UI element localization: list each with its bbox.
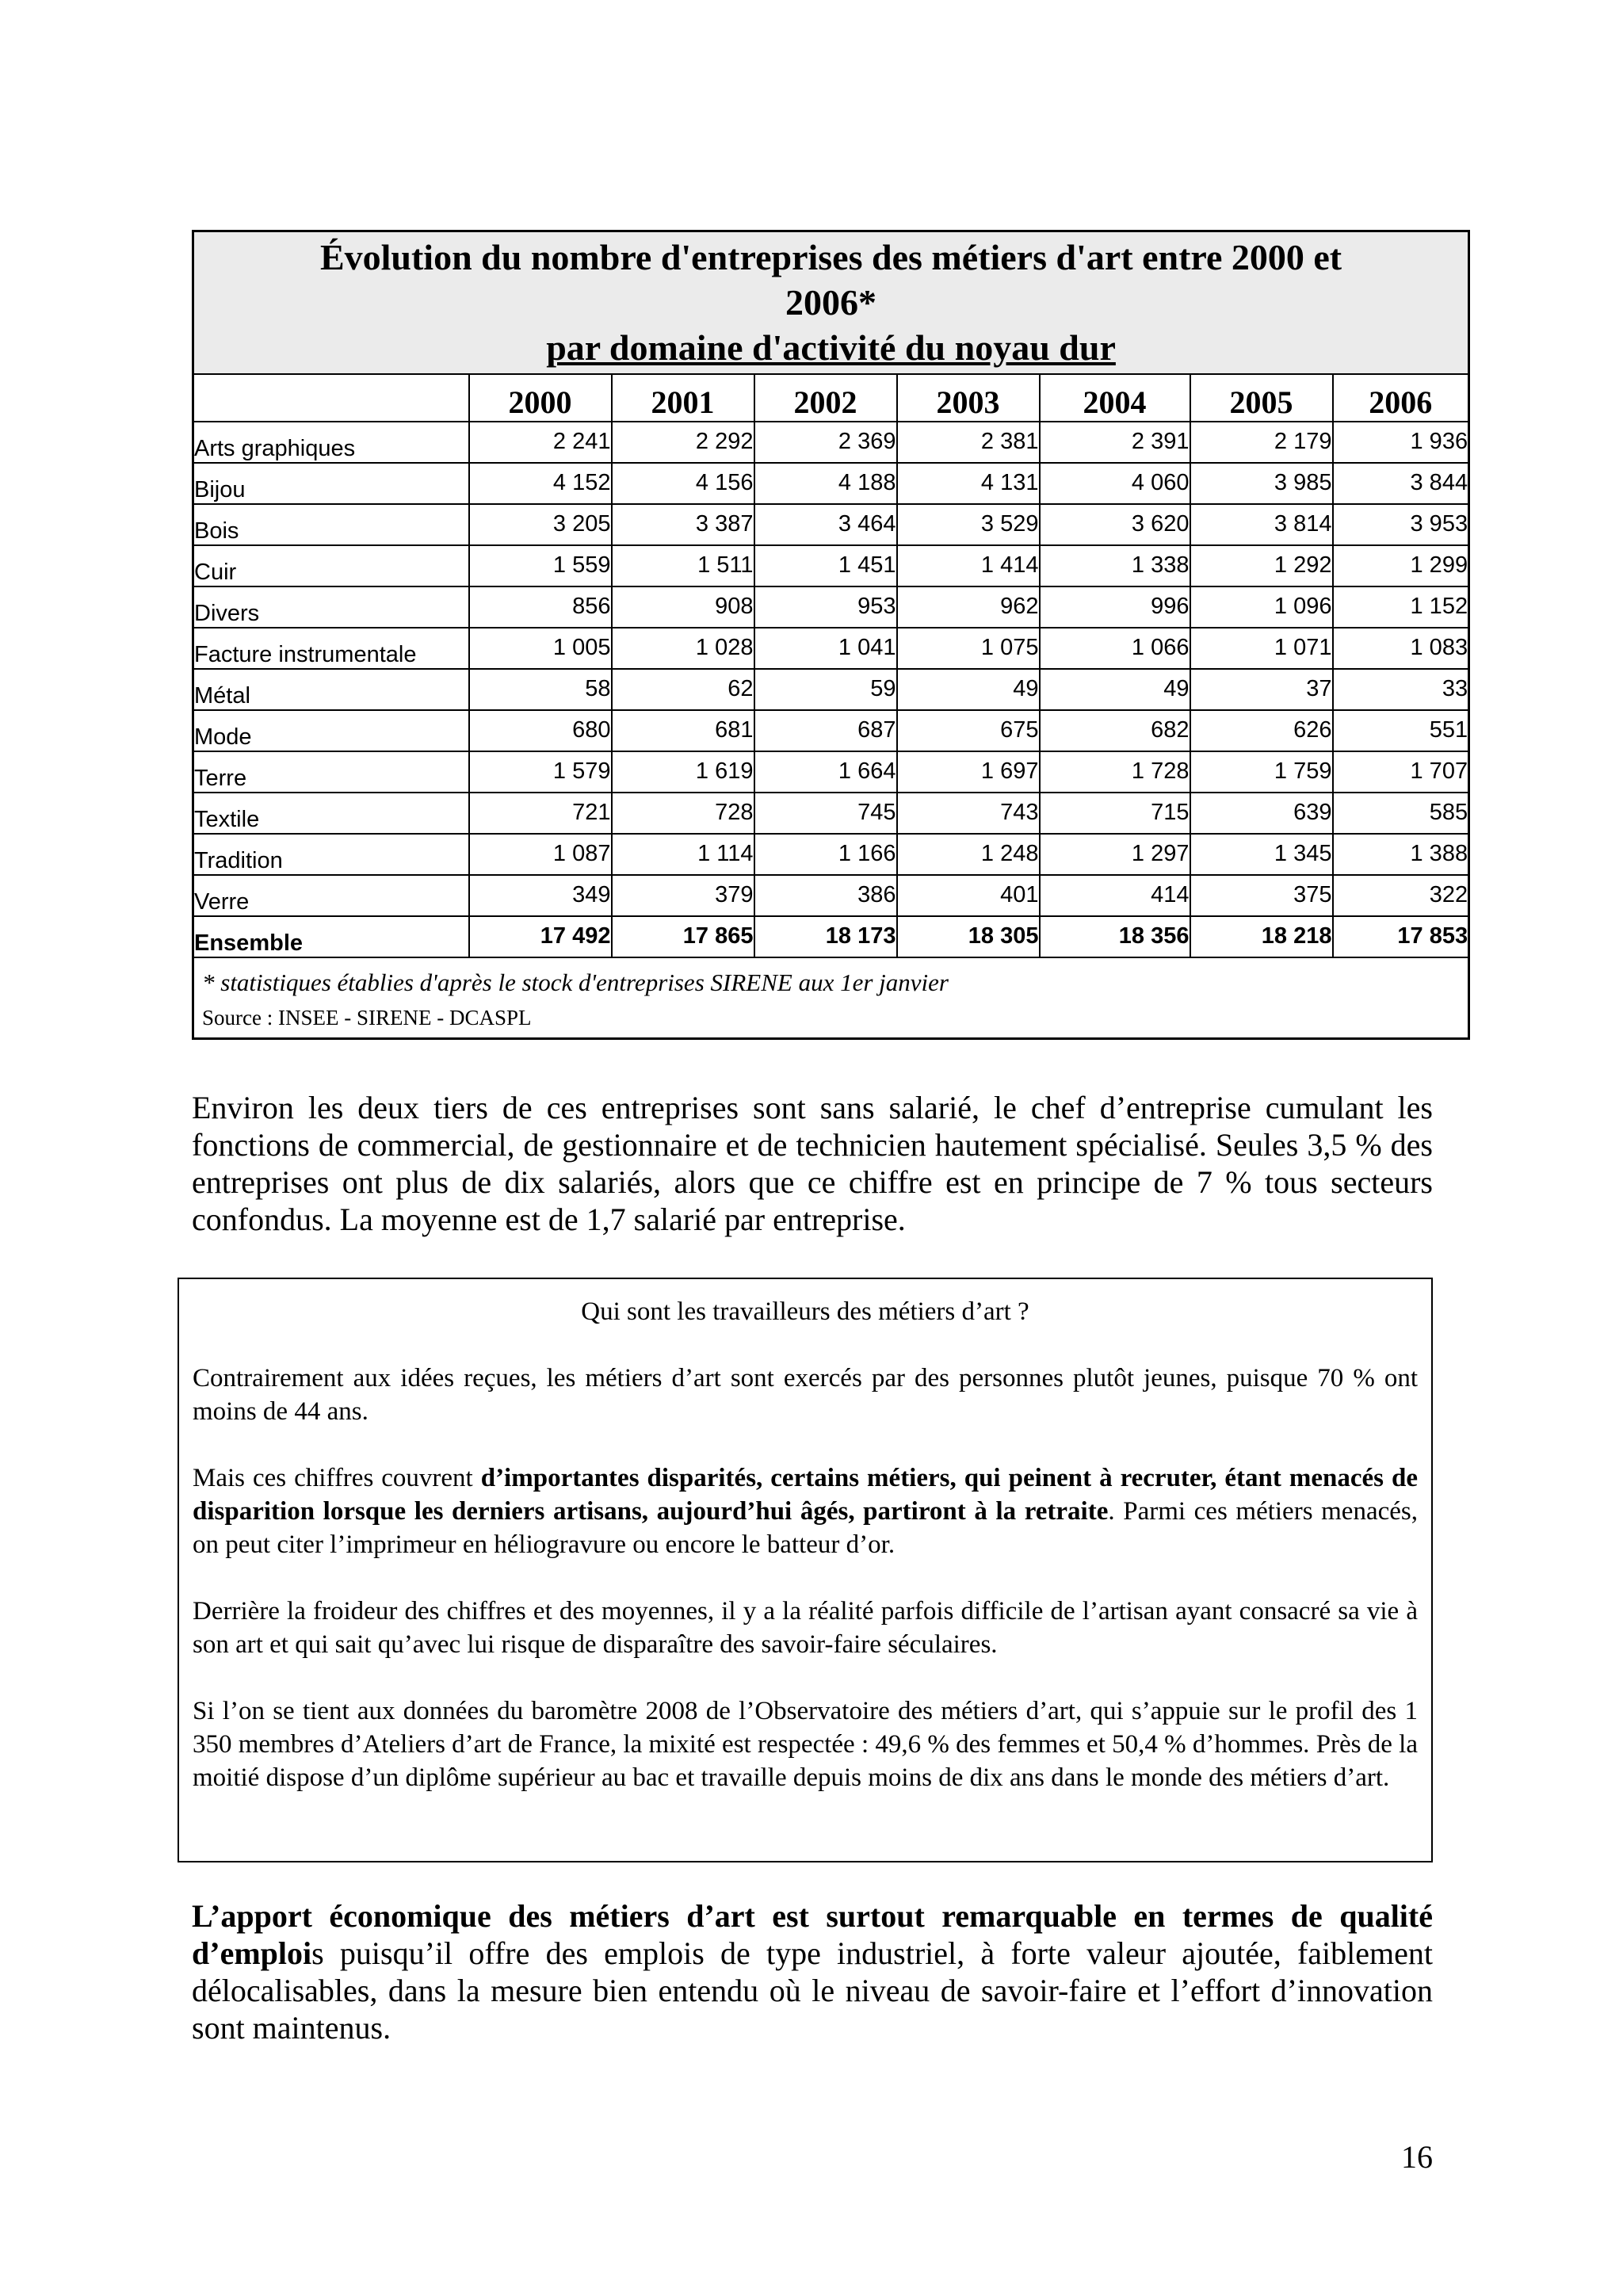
table-cell: 1 579 — [469, 751, 612, 793]
table-cell: 3 464 — [754, 504, 897, 545]
table-cell: 414 — [1040, 875, 1190, 916]
table-cell: 18 218 — [1190, 916, 1333, 957]
info-box-paragraph-barometer: Si l’on se tient aux données du baromètre 2008 de l’Observatoire des métiers d’art, qui s’appuie sur le profil des 1 350 membres d’Ateliers d’art de France, la mixité est respectée : 49,6 % des femmes et 50,4 % d’hommes. Près de la moitié dispose d’un diplôme supérieur au bac et travaille depuis moins de dix ans dans le monde des métiers d’art. — [193, 1697, 1418, 1792]
paragraph-economic-contribution — [192, 1897, 1433, 2046]
table-footnote: * statistiques établies d'après le stock d'entreprises SIRENE aux 1er janvier — [202, 968, 949, 996]
table-cell: 1 728 — [1040, 751, 1190, 793]
table-cell: 2 241 — [469, 422, 612, 463]
table-row — [193, 710, 1469, 751]
row-label: Métal — [193, 669, 469, 710]
table-cell: 1 759 — [1190, 751, 1333, 793]
table-total-row — [193, 916, 1469, 957]
table-cell: 1 005 — [469, 628, 612, 669]
table-cell: 1 297 — [1040, 834, 1190, 875]
table-cell: 1 028 — [612, 628, 754, 669]
economic-bold-text: L’apport économique des métiers d’art est surtout remarquable en termes de qualité d’emploi — [192, 1898, 1433, 1971]
table-row — [193, 422, 1469, 463]
table-cell: 2 381 — [897, 422, 1040, 463]
disparities-bold-text: d’importantes disparités, certains métiers, qui peinent à recruter, étant menacés de disparition lorsque les derniers artisans, aujourd’hui âgés, partiront à la retraite — [193, 1464, 1418, 1526]
table-cell: 322 — [1333, 875, 1469, 916]
table-cell: 4 152 — [469, 463, 612, 504]
disparities-intro: Mais ces chiffres couvrent — [193, 1464, 481, 1492]
info-box-paragraph-reality: Derrière la froideur des chiffres et des moyennes, il y a la réalité parfois difficile de l’artisan ayant consacré sa vie à son art et qui sait qu’avec lui risque de disparaître des savoir-faire séculaires. — [193, 1597, 1418, 1659]
table-cell: 3 620 — [1040, 504, 1190, 545]
table-cell: 1 619 — [612, 751, 754, 793]
row-label: Arts graphiques — [193, 422, 469, 463]
table-cell: 1 075 — [897, 628, 1040, 669]
statistics-table — [192, 230, 1470, 1040]
table-source: Source : INSEE - SIRENE - DCASPL — [202, 1005, 532, 1030]
table-row — [193, 751, 1469, 793]
table-cell: 3 387 — [612, 504, 754, 545]
table-cell: 17 865 — [612, 916, 754, 957]
year-header: 2001 — [612, 374, 754, 422]
row-label: Cuir — [193, 545, 469, 586]
info-box-workers — [178, 1278, 1433, 1862]
table-cell: 375 — [1190, 875, 1333, 916]
table-cell: 681 — [612, 710, 754, 751]
table-cell: 2 292 — [612, 422, 754, 463]
economic-rest-text: s puisqu’il offre des emplois de type industriel, à forte valeur ajoutée, faiblement délocalisables, dans la mesure bien entendu où le niveau de savoir-faire et l’effort d’innovation sont maintenus. — [192, 1935, 1433, 2046]
table-cell: 3 844 — [1333, 463, 1469, 504]
table-cell: 1 697 — [897, 751, 1040, 793]
table-cell: 379 — [612, 875, 754, 916]
table-cell: 908 — [612, 586, 754, 628]
table-cell: 1 083 — [1333, 628, 1469, 669]
table-cell: 953 — [754, 586, 897, 628]
year-header: 2004 — [1040, 374, 1190, 422]
table-cell: 1 388 — [1333, 834, 1469, 875]
table-cell: 743 — [897, 793, 1040, 834]
table-cell: 1 096 — [1190, 586, 1333, 628]
table-row — [193, 669, 1469, 710]
table-title-line2: 2006* — [785, 282, 877, 323]
row-label: Ensemble — [193, 916, 469, 957]
table-row — [193, 875, 1469, 916]
table-cell: 3 814 — [1190, 504, 1333, 545]
row-label: Verre — [193, 875, 469, 916]
info-box-title: Qui sont les travailleurs des métiers d’art ? — [581, 1297, 1029, 1326]
table-title — [193, 231, 1469, 374]
table-cell: 996 — [1040, 586, 1190, 628]
table-cell: 1 664 — [754, 751, 897, 793]
table-notes — [193, 957, 1469, 1039]
table-cell: 585 — [1333, 793, 1469, 834]
table-cell: 17 853 — [1333, 916, 1469, 957]
table-cell: 59 — [754, 669, 897, 710]
table-row — [193, 545, 1469, 586]
table-cell: 1 087 — [469, 834, 612, 875]
table-row — [193, 504, 1469, 545]
table-cell: 62 — [612, 669, 754, 710]
table-cell: 675 — [897, 710, 1040, 751]
row-label: Mode — [193, 710, 469, 751]
table-cell: 639 — [1190, 793, 1333, 834]
year-header: 2003 — [897, 374, 1040, 422]
table-cell: 4 060 — [1040, 463, 1190, 504]
table-cell: 2 391 — [1040, 422, 1190, 463]
table-row — [193, 834, 1469, 875]
table-cell: 1 936 — [1333, 422, 1469, 463]
table-cell: 1 414 — [897, 545, 1040, 586]
table-cell: 1 559 — [469, 545, 612, 586]
table-cell: 18 356 — [1040, 916, 1190, 957]
table-cell: 33 — [1333, 669, 1469, 710]
row-label: Terre — [193, 751, 469, 793]
table-row — [193, 586, 1469, 628]
table-cell: 3 205 — [469, 504, 612, 545]
table-cell: 1 071 — [1190, 628, 1333, 669]
table-cell: 17 492 — [469, 916, 612, 957]
table-cell: 626 — [1190, 710, 1333, 751]
table-cell: 18 173 — [754, 916, 897, 957]
table-cell: 49 — [897, 669, 1040, 710]
table-cell: 349 — [469, 875, 612, 916]
table-cell: 1 248 — [897, 834, 1040, 875]
table-cell: 58 — [469, 669, 612, 710]
table-cell: 1 451 — [754, 545, 897, 586]
table-cell: 49 — [1040, 669, 1190, 710]
year-header: 2005 — [1190, 374, 1333, 422]
table-cell: 4 156 — [612, 463, 754, 504]
row-label: Facture instrumentale — [193, 628, 469, 669]
table-cell: 2 179 — [1190, 422, 1333, 463]
paragraph-employment: Environ les deux tiers de ces entreprises sont sans salarié, le chef d’entreprise cumulant les fonctions de commercial, de gestionnaire et de technicien hautement spécialisé. Seules 3,5 % des entreprises ont plus de dix salariés, alors que ce chiffre est en principe de 7 % tous secteurs confondus. La moyenne est de 1,7 salarié par entreprise. — [192, 1090, 1433, 1237]
table-row — [193, 628, 1469, 669]
table-cell: 551 — [1333, 710, 1469, 751]
row-label: Bois — [193, 504, 469, 545]
info-box-paragraph-age: Contrairement aux idées reçues, les métiers d’art sont exercés par des personnes plutôt jeunes, puisque 70 % ont moins de 44 ans. — [193, 1364, 1418, 1426]
table-row — [193, 793, 1469, 834]
row-label: Textile — [193, 793, 469, 834]
table-cell: 728 — [612, 793, 754, 834]
table-row — [193, 463, 1469, 504]
year-header: 2000 — [469, 374, 612, 422]
table-cell: 962 — [897, 586, 1040, 628]
table-cell: 1 152 — [1333, 586, 1469, 628]
table-cell: 856 — [469, 586, 612, 628]
table-title-line1: Évolution du nombre d'entreprises des métiers d'art entre 2000 et — [319, 237, 1342, 278]
table-cell: 1 345 — [1190, 834, 1333, 875]
table-cell: 1 066 — [1040, 628, 1190, 669]
table-cell: 401 — [897, 875, 1040, 916]
table-cell: 4 188 — [754, 463, 897, 504]
table-cell: 2 369 — [754, 422, 897, 463]
table-cell: 715 — [1040, 793, 1190, 834]
table-cell: 1 166 — [754, 834, 897, 875]
table-cell: 745 — [754, 793, 897, 834]
table-cell: 1 292 — [1190, 545, 1333, 586]
table-cell: 682 — [1040, 710, 1190, 751]
row-label: Divers — [193, 586, 469, 628]
header-empty-cell — [193, 374, 469, 422]
table-cell: 3 985 — [1190, 463, 1333, 504]
info-box-paragraph-disparities — [193, 1461, 1418, 1561]
table-cell: 1 338 — [1040, 545, 1190, 586]
row-label: Tradition — [193, 834, 469, 875]
table-cell: 1 299 — [1333, 545, 1469, 586]
table-cell: 1 041 — [754, 628, 897, 669]
table-cell: 687 — [754, 710, 897, 751]
table-cell: 3 529 — [897, 504, 1040, 545]
year-header-row — [193, 374, 1469, 422]
table-cell: 18 305 — [897, 916, 1040, 957]
table-cell: 3 953 — [1333, 504, 1469, 545]
table-cell: 721 — [469, 793, 612, 834]
table-cell: 1 707 — [1333, 751, 1469, 793]
page-number: 16 — [1401, 2139, 1433, 2175]
table-cell: 680 — [469, 710, 612, 751]
table-cell: 1 114 — [612, 834, 754, 875]
table-title-line3: par domaine d'activité du noyau dur — [546, 327, 1116, 369]
year-header: 2002 — [754, 374, 897, 422]
table-cell: 4 131 — [897, 463, 1040, 504]
table-cell: 37 — [1190, 669, 1333, 710]
table-cell: 1 511 — [612, 545, 754, 586]
table-body — [193, 422, 1469, 957]
row-label: Bijou — [193, 463, 469, 504]
year-header: 2006 — [1333, 374, 1469, 422]
disparities-end: . Parmi ces métiers menacés, on peut citer l’imprimeur en héliogravure ou encore le batteur d’or. — [193, 1497, 1418, 1559]
table-cell: 386 — [754, 875, 897, 916]
